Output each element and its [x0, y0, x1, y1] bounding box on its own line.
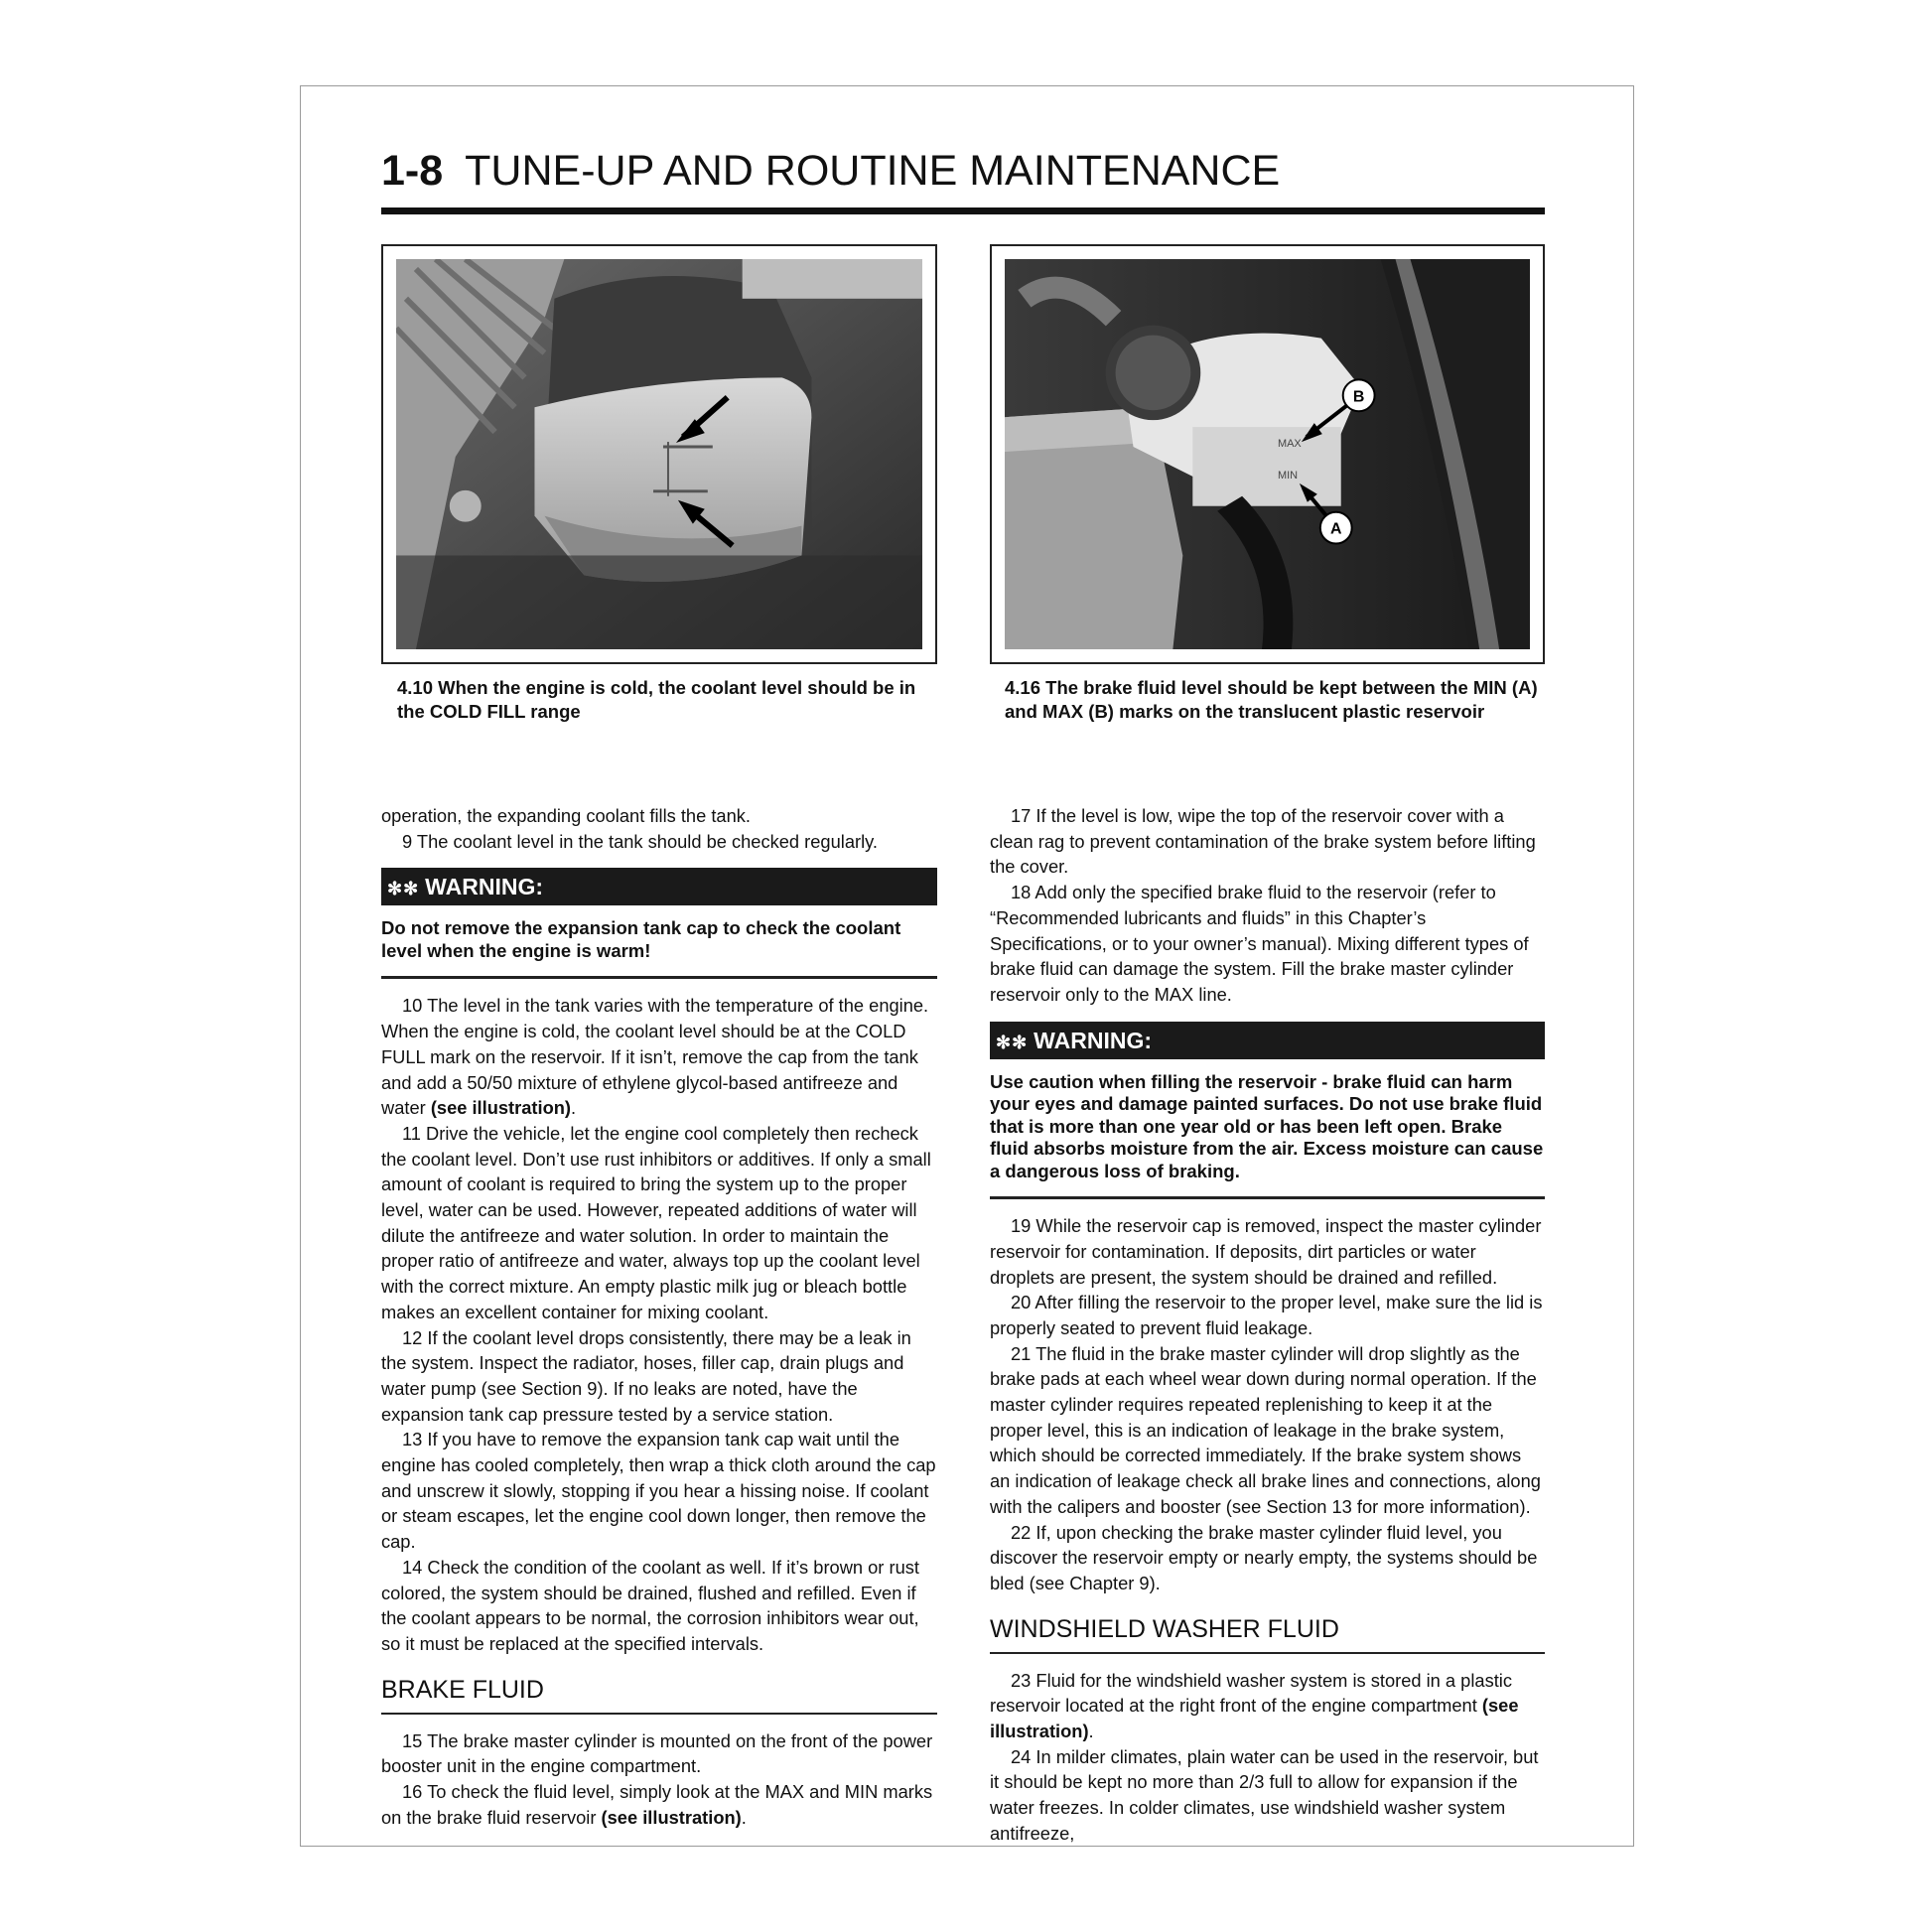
brake-reservoir-photo — [990, 244, 1545, 664]
coolant-photo-illustration — [396, 259, 922, 649]
warning-label: WARNING: — [1034, 1027, 1152, 1053]
left-column — [381, 803, 937, 1831]
warning-icon: ✻✻ — [996, 1032, 1029, 1052]
paragraph-12: 12 If the coolant level drops consistently, there may be a leak in the system. Inspect the radiator, hoses, filler cap, drain plugs and water pump (see Section 9). If no leaks are noted, have the expansion tank cap pressure tested by a service station. — [381, 1326, 911, 1425]
label-b: B — [1352, 388, 1365, 406]
right-column — [990, 803, 1545, 1847]
paragraph-9: 9 The coolant level in the tank should be checked regularly. — [402, 830, 878, 852]
page-number: 1-8 — [381, 147, 444, 195]
warning-bar — [990, 1022, 1545, 1059]
warning-label: WARNING: — [425, 874, 543, 900]
paragraph-17: 17 If the level is low, wipe the top of the reservoir cover with a clean rag to prevent contamination of the brake system before lifting the cover. — [990, 805, 1536, 878]
paragraph-13: 13 If you have to remove the expansion tank cap wait until the engine has cooled completely, then wrap a thick cloth around the cap and unscrew it slowly, stopping if you hear a hissing noise. If coolant or steam escapes, let the engine cool down longer, then remove the cap. — [381, 1429, 936, 1553]
header-rule — [381, 207, 1545, 214]
paragraph-22: 22 If, upon checking the brake master cylinder fluid level, you discover the reservoir empty or nearly empty, the systems should be bled (see Chapter 9). — [990, 1521, 1538, 1593]
paragraph-15: 15 The brake master cylinder is mounted on the front of the power booster unit in the engine compartment. — [381, 1729, 933, 1777]
label-a: A — [1329, 520, 1342, 538]
paragraph-14: 14 Check the condition of the coolant as well. If it’s brown or rust colored, the system should be drained, flushed and refilled. Even if the coolant appears to be normal, the corrosion inhibitors wear out, so it must be replaced at the specified intervals. — [381, 1556, 919, 1654]
figure-caption-4-16: 4.16 The brake fluid level should be kept between the MIN (A) and MAX (B) marks on the translucent plastic reservoir — [1005, 677, 1538, 722]
paragraph-23: 23 Fluid for the windshield washer system is stored in a plastic reservoir located at the right front of the engine compartment (see illustration). — [990, 1669, 1519, 1742]
paragraph-16: 16 To check the fluid level, simply look at the MAX and MIN marks on the brake fluid reservoir (see illustration). — [381, 1781, 933, 1828]
paragraph-20: 20 After filling the reservoir to the proper level, make sure the lid is properly seated to prevent fluid leakage. — [990, 1292, 1543, 1338]
paragraph-11: 11 Drive the vehicle, let the engine cool completely then recheck the coolant level. Don’t use rust inhibitors or additives. If only a small amount of coolant is required to bring the system up to the proper level, water can be used. However, repeated additions of water will dilute the antifreeze and water solution. In order to maintain the proper ratio of antifreeze and water, always top up the coolant level with the correct mixture. An empty plastic milk jug or bleach bottle makes an excellent container for mixing coolant. — [381, 1122, 931, 1322]
paragraph: operation, the expanding coolant fills the tank. — [381, 805, 751, 826]
warning-icon: ✻✻ — [387, 879, 420, 899]
coolant-reservoir-photo — [381, 244, 937, 664]
paragraph-19: 19 While the reservoir cap is removed, inspect the master cylinder reservoir for contamination. If deposits, dirt particles or water droplets are present, the system should be drained and refilled. — [990, 1215, 1542, 1288]
section-heading-brake-fluid: BRAKE FLUID — [381, 1675, 937, 1715]
min-mark: MIN — [1277, 469, 1299, 482]
warning-text: Do not remove the expansion tank cap to check the coolant level when the engine is warm! — [381, 917, 901, 961]
figure-caption-4-10: 4.10 When the engine is cold, the coolant level should be in the COLD FILL range — [397, 677, 916, 722]
paragraph-18: 18 Add only the specified brake fluid to the reservoir (refer to “Recommended lubricants and fluids” in this Chapter’s Specifications, or to your owner’s manual). Mixing different types of brake fluid can damage the system. Fill the brake master cylinder reservoir only to the MAX line. — [990, 882, 1529, 1005]
warning-text: Use caution when filling the reservoir - brake fluid can harm your eyes and damage painted surfaces. Do not use brake fluid that is more than one year old or has been left open. Brake fluid absorbs moisture from the air. Excess moisture can cause a dangerous loss of braking. — [990, 1070, 1544, 1181]
warning-rule — [990, 1196, 1545, 1199]
max-mark: MAX — [1277, 438, 1302, 451]
page-header — [381, 147, 1545, 216]
section-heading-windshield-washer-fluid: WINDSHIELD WASHER FLUID — [990, 1614, 1545, 1654]
paragraph-21: 21 The fluid in the brake master cylinder will drop slightly as the brake pads at each wheel wear down during normal operation. If the master cylinder requires repeated replenishing to keep it at the proper level, this is an indication of leakage in the brake system, which should be corrected immediately. If the brake system shows an indication of leakage check all brake lines and connections, along with the calipers and booster (see Section 13 for more information). — [990, 1342, 1541, 1517]
paragraph-10: 10 The level in the tank varies with the temperature of the engine. When the engine is cold, the coolant level should be at the COLD FULL mark on the reservoir. If it isn’t, remove the cap from the tank and add a 50/50 mixture of ethylene glycol-based antifreeze and water (see illustration). — [381, 995, 929, 1119]
warning-bar — [381, 868, 937, 905]
page-title: TUNE-UP AND ROUTINE MAINTENANCE — [465, 147, 1281, 195]
brake-photo-illustration — [1005, 259, 1530, 649]
paragraph-24: 24 In milder climates, plain water can be used in the reservoir, but it should be kept no more than 2/3 full to allow for expansion if the water freezes. In colder climates, use windshield washer system antifreeze, — [990, 1745, 1539, 1844]
warning-rule — [381, 976, 937, 979]
